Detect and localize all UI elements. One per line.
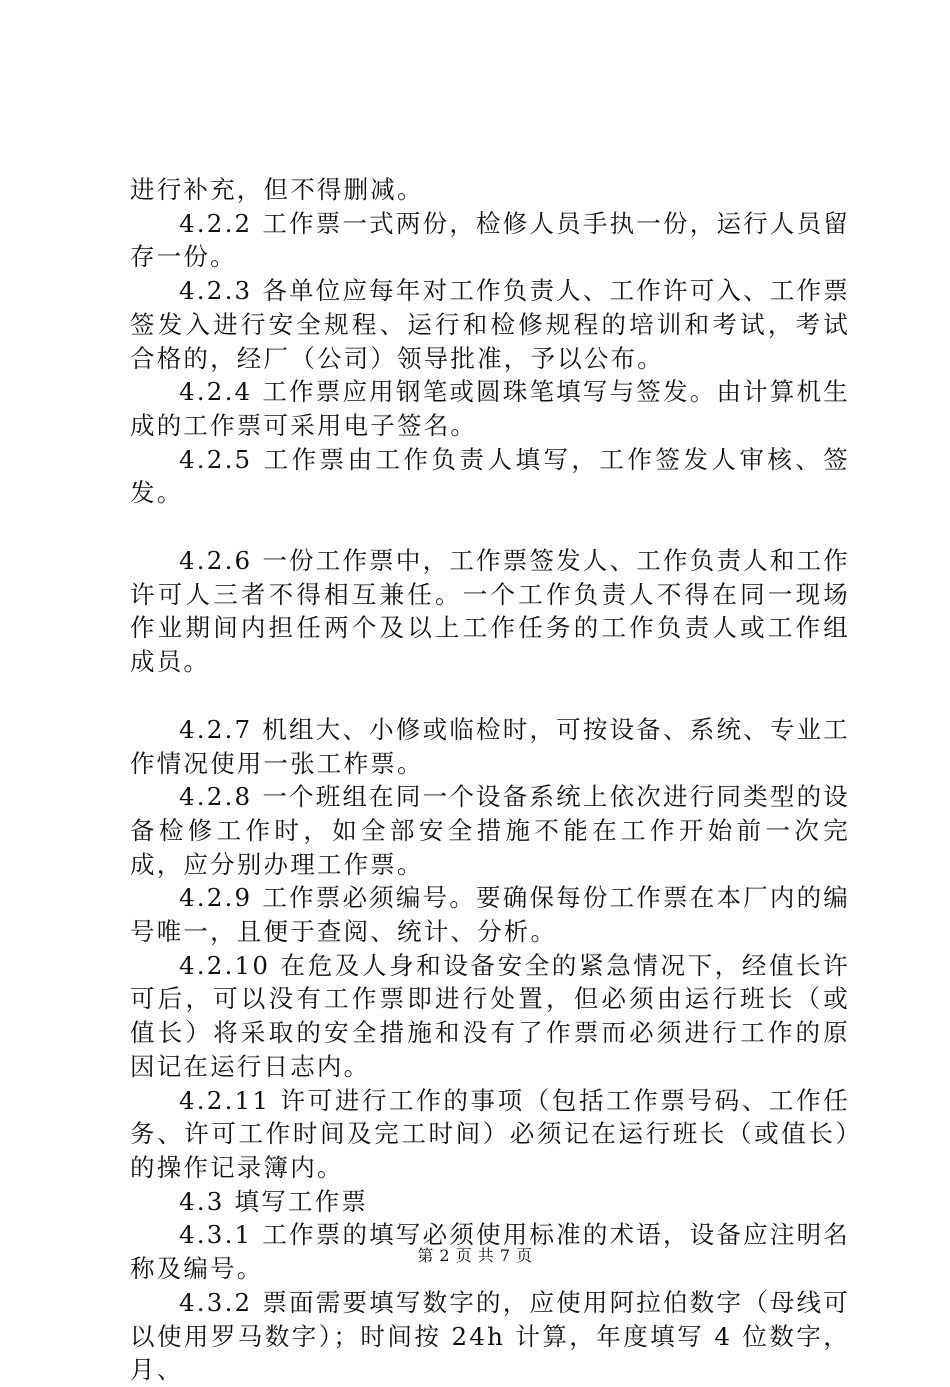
paragraph-4-2-7: 4.2.7 机组大、小修或临检时，可按设备、系统、专业工作情况使用一张工柞票。 bbox=[130, 714, 850, 778]
page-number-footer: 第 2 页 共 7 页 bbox=[417, 1246, 533, 1265]
paragraph-4-2-2: 4.2.2 工作票一式两份，检修人员手执一份，运行人员留存一份。 bbox=[130, 208, 850, 272]
paragraph-continuation: 进行补充，但不得删减。 bbox=[130, 175, 424, 204]
paragraph-4-2-8: 4.2.8 一个班组在同一个设备系统上依次进行同类型的设备检修工作时，如全部安全措施不能在工作开始前一次完成，应分别办理工作票。 bbox=[130, 782, 850, 879]
paragraph-4-2-6: 4.2.6 一份工作票中，工作票签发人、工作负责人和工作许可人三者不得相互兼任。一个工作负责人不得在同一现场作业期间内担任两个及以上工作任务的工作负责人或工作组成员。 bbox=[130, 546, 850, 677]
paragraph-4-2-3: 4.2.3 各单位应每年对工作负责人、工作许可入、工作票签发入进行安全规程、运行和检修规程的培训和考试，考试合格的，经厂（公司）领导批准，予以公布。 bbox=[130, 276, 850, 373]
paragraph-4-2-4: 4.2.4 工作票应用钢笔或圆珠笔填写与签发。由计算机生成的工作票可采用电子签名。 bbox=[130, 377, 850, 440]
paragraph-4-2-5: 4.2.5 工作票由工作负责人填写，工作签发人审核、签发。 bbox=[130, 444, 850, 508]
document-body bbox=[130, 173, 850, 1387]
paragraph-4-2-11: 4.2.11 许可进行工作的事项（包括工作票号码、工作任务、许可工作时间及完工时间）必须记在运行班长（或值长）的操作记录簿内。 bbox=[130, 1085, 850, 1182]
section-heading-4-3: 4.3 填写工作票 bbox=[179, 1186, 369, 1216]
paragraph-4-2-10: 4.2.10 在危及人身和设备安全的紧急情况下，经值长许可后，可以没有工作票即进行处置，但必须由运行班长（或值长）将采取的安全措施和没有了作票而必须进行工作的原因记在运行日志内。 bbox=[130, 950, 850, 1081]
paragraph-4-3-1: 4.3.1 工作票的填写必须使用标准的术语，设备应注明名称及编号。 bbox=[130, 1220, 850, 1284]
paragraph-4-3-2: 4.3.2 票面需要填写数字的，应使用阿拉伯数字（母线可以使用罗马数字）；时间按 24h 计算，年度填写 4 位数字，月、 bbox=[130, 1287, 850, 1385]
paragraph-4-2-9: 4.2.9 工作票必须编号。要确保每份工作票在本厂内的编号唯一，且便于查阅、统计、分析。 bbox=[130, 883, 850, 947]
